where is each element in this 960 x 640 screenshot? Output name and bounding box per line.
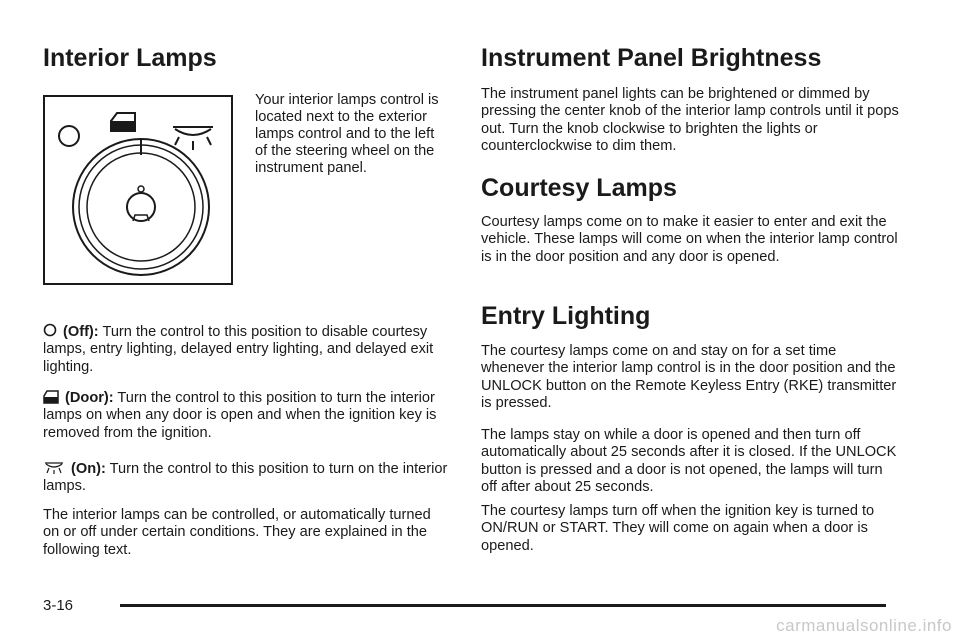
closing-paragraph: The interior lamps can be controlled, or automatically turned on or off under certain conditions. They are explained in the following text.: [43, 507, 431, 558]
lamp-control-illustration: [45, 97, 231, 283]
on-text: Turn the control to this position to turn on the interior lamps.: [43, 461, 448, 495]
knob-icon: [73, 139, 209, 275]
entry-paragraph-2: The lamps stay on while a door is opened and then turn off automatically about 25 seconds after it is closed. If the UNLOCK button is pressed and a door is not opened, the lamps will turn off after about 25 seconds.: [481, 427, 897, 496]
ipb-paragraph: The instrument panel lights can be brightened or dimmed by pressing the center knob of the interior lamp controls until it pops out. Turn the knob clockwise to brighten the lights or counterclockwise to dim them.: [481, 86, 899, 155]
entry-paragraph-3: The courtesy lamps turn off when the ignition key is turned to ON/RUN or START. They will come on again when a door is opened.: [481, 503, 875, 554]
heading-interior-lamps: Interior Lamps: [43, 44, 217, 72]
door-label: (Door):: [65, 390, 114, 406]
lamp-on-icon: [43, 461, 65, 475]
off-label: (Off):: [63, 324, 99, 340]
on-description: [43, 461, 448, 496]
off-description: [43, 322, 448, 376]
heading-courtesy-lamps: Courtesy Lamps: [481, 174, 677, 202]
heading-entry-lighting: Entry Lighting: [481, 302, 651, 330]
off-circle-icon: [59, 126, 79, 146]
entry-paragraph-1: The courtesy lamps come on and stay on for a set time whenever the interior lamp control is in the door position and the UNLOCK button on the Remote Keyless Entry (RKE) transmitter is pressed.: [481, 343, 897, 412]
page-number: 3-16: [43, 597, 74, 614]
off-circle-icon: [43, 322, 57, 338]
door-icon: [111, 113, 135, 131]
heading-instrument-panel-brightness: Instrument Panel Brightness: [481, 44, 822, 72]
lamp-on-icon: [173, 127, 213, 150]
interior-lamp-control-figure: [43, 95, 233, 285]
door-description: [43, 390, 448, 442]
figure-caption: Your interior lamps control is located next to the exterior lamps control and to the left of the steering wheel on the instrument panel.: [255, 92, 439, 176]
door-text: Turn the control to this position to turn the interior lamps on when any door is open and when the ignition key is removed from the ignition.: [43, 390, 437, 441]
watermark: carmanualsonline.info: [776, 616, 952, 635]
off-text: Turn the control to this position to disable courtesy lamps, entry lighting, delayed entry lighting, and delayed exit lighting.: [43, 324, 434, 375]
on-label: (On):: [71, 461, 106, 477]
courtesy-paragraph: Courtesy lamps come on to make it easier to enter and exit the vehicle. These lamps will come on when the interior lamp control is in the door position and any door is opened.: [481, 214, 898, 265]
footer-rule: [120, 604, 886, 607]
door-icon: [43, 390, 59, 404]
